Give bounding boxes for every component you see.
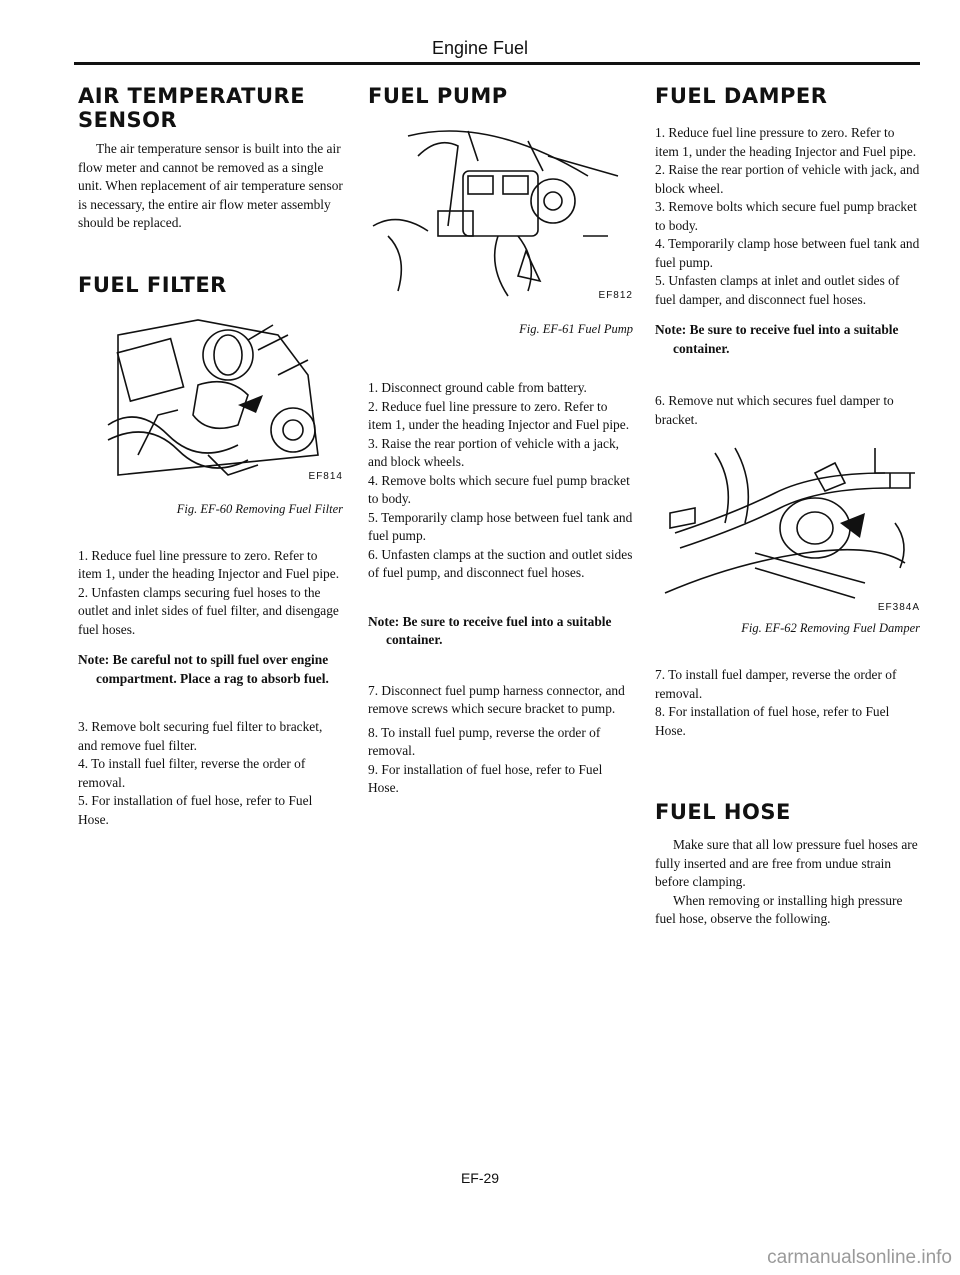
figure-caption: Fig. EF-62 Removing Fuel Damper (741, 621, 920, 635)
step-item: 3. Remove bolts which secure fuel pump bracket to body. (655, 199, 917, 233)
step-item: 4. Remove bolts which secure fuel pump bracket to body. (368, 472, 630, 506)
fuel-hose-paragraph: Make sure that all low pressure fuel hoses are fully inserted and are free from undue strain before clamping. (655, 837, 918, 889)
step-item: 7. To install fuel damper, reverse the order of removal. (655, 667, 897, 701)
step-item: 8. To install fuel pump, reverse the order of removal. (368, 724, 601, 758)
step-item: 1. Reduce fuel line pressure to zero. Refer to item 1, under the heading Injector and Fuel pipe. (78, 547, 340, 581)
column-right (655, 72, 920, 929)
page-header: Engine Fuel (431, 38, 529, 58)
fuel-filter-steps-a (78, 547, 343, 640)
fuel-pump-steps-b (368, 682, 633, 798)
fuel-damper-note: Note: Be sure to receive fuel into a suitable container. (655, 322, 899, 356)
watermark: carmanualsonline.info (767, 1247, 952, 1268)
step-item: 3. Remove bolt securing fuel filter to bracket, and remove fuel filter. (78, 719, 323, 753)
fuel-pump-figure (368, 116, 633, 306)
step-item: 9. For installation of fuel hose, refer to Fuel Hose. (368, 761, 603, 795)
fuel-filter-figure (78, 315, 343, 490)
step-item: 1. Disconnect ground cable from battery. (368, 380, 587, 395)
step-item: 3. Raise the rear portion of vehicle with a jack, and block wheels. (368, 435, 619, 469)
fuel-damper-illustration (655, 443, 920, 613)
step-item: 4. To install fuel filter, reverse the order of removal. (78, 756, 306, 790)
column-left (78, 72, 343, 829)
section-title-air-temp-line2: SENSOR (78, 108, 178, 132)
figure-caption: Fig. EF-60 Removing Fuel Filter (176, 501, 343, 516)
section-title-fuel-damper: FUEL DAMPER (655, 84, 828, 108)
figure-caption: Fig. EF-61 Fuel Pump (519, 322, 633, 336)
step-item: 8. For installation of fuel hose, refer to Fuel Hose. (655, 704, 890, 738)
fuel-damper-figure (655, 443, 920, 613)
step-item: 4. Temporarily clamp hose between fuel tank and fuel pump. (655, 236, 920, 270)
air-temp-paragraph: The air temperature sensor is built into the air flow meter and cannot be removed as a single unit. When replacement of air temperature sensor is necessary, the entire air flow meter assembly should be replaced. (78, 141, 343, 230)
step-item: 2. Reduce fuel line pressure to zero. Refer to item 1, under the heading Injector and Fuel pipe. (368, 398, 630, 432)
step-item: 2. Raise the rear portion of vehicle with jack, and block wheel. (655, 162, 920, 196)
fuel-hose-paragraph: When removing or installing high pressure fuel hose, observe the following. (655, 892, 903, 926)
step-item: 5. Unfasten clamps at inlet and outlet sides of fuel damper, and disconnect fuel hoses. (655, 273, 900, 307)
fuel-damper-steps-b (655, 666, 920, 740)
fuel-filter-steps-b (78, 718, 343, 829)
figure-code: EF384A (877, 602, 920, 613)
section-title-fuel-pump: FUEL PUMP (368, 84, 508, 108)
fuel-damper-steps-a (655, 124, 920, 309)
step-item: 5. For installation of fuel hose, refer to Fuel Hose. (78, 793, 313, 827)
column-middle (368, 72, 633, 798)
header-rule (74, 62, 920, 65)
step-item: 7. Disconnect fuel pump harness connector, and remove screws which secure bracket to pump. (368, 682, 625, 716)
figure-code: EF812 (598, 290, 633, 301)
section-title-fuel-filter: FUEL FILTER (78, 272, 227, 297)
page-number: EF-29 (460, 1170, 500, 1186)
step-item: 5. Temporarily clamp hose between fuel tank and fuel pump. (368, 509, 633, 543)
fuel-pump-steps-a (368, 379, 633, 583)
fuel-filter-illustration (78, 315, 343, 490)
step-item: 2. Unfasten clamps securing fuel hoses to the outlet and inlet sides of fuel filter, and disengage fuel hoses. (78, 584, 339, 637)
figure-code: EF814 (308, 470, 343, 482)
step-item: 6. Unfasten clamps at the suction and outlet sides of fuel pump, and disconnect fuel hoses. (368, 546, 633, 580)
fuel-pump-note: Note: Be sure to receive fuel into a suitable container. (368, 613, 612, 647)
step-item: 6. Remove nut which secures fuel damper to bracket. (655, 393, 894, 427)
fuel-filter-note: Note: Be careful not to spill fuel over engine compartment. Place a rag to absorb fuel. (78, 652, 329, 686)
step-item: 1. Reduce fuel line pressure to zero. Refer to item 1, under the heading Injector and Fuel pipe. (655, 125, 917, 159)
section-title-air-temp-line1: AIR TEMPERATURE (78, 84, 306, 108)
fuel-pump-illustration (368, 116, 633, 306)
section-title-fuel-hose: FUEL HOSE (655, 800, 791, 824)
